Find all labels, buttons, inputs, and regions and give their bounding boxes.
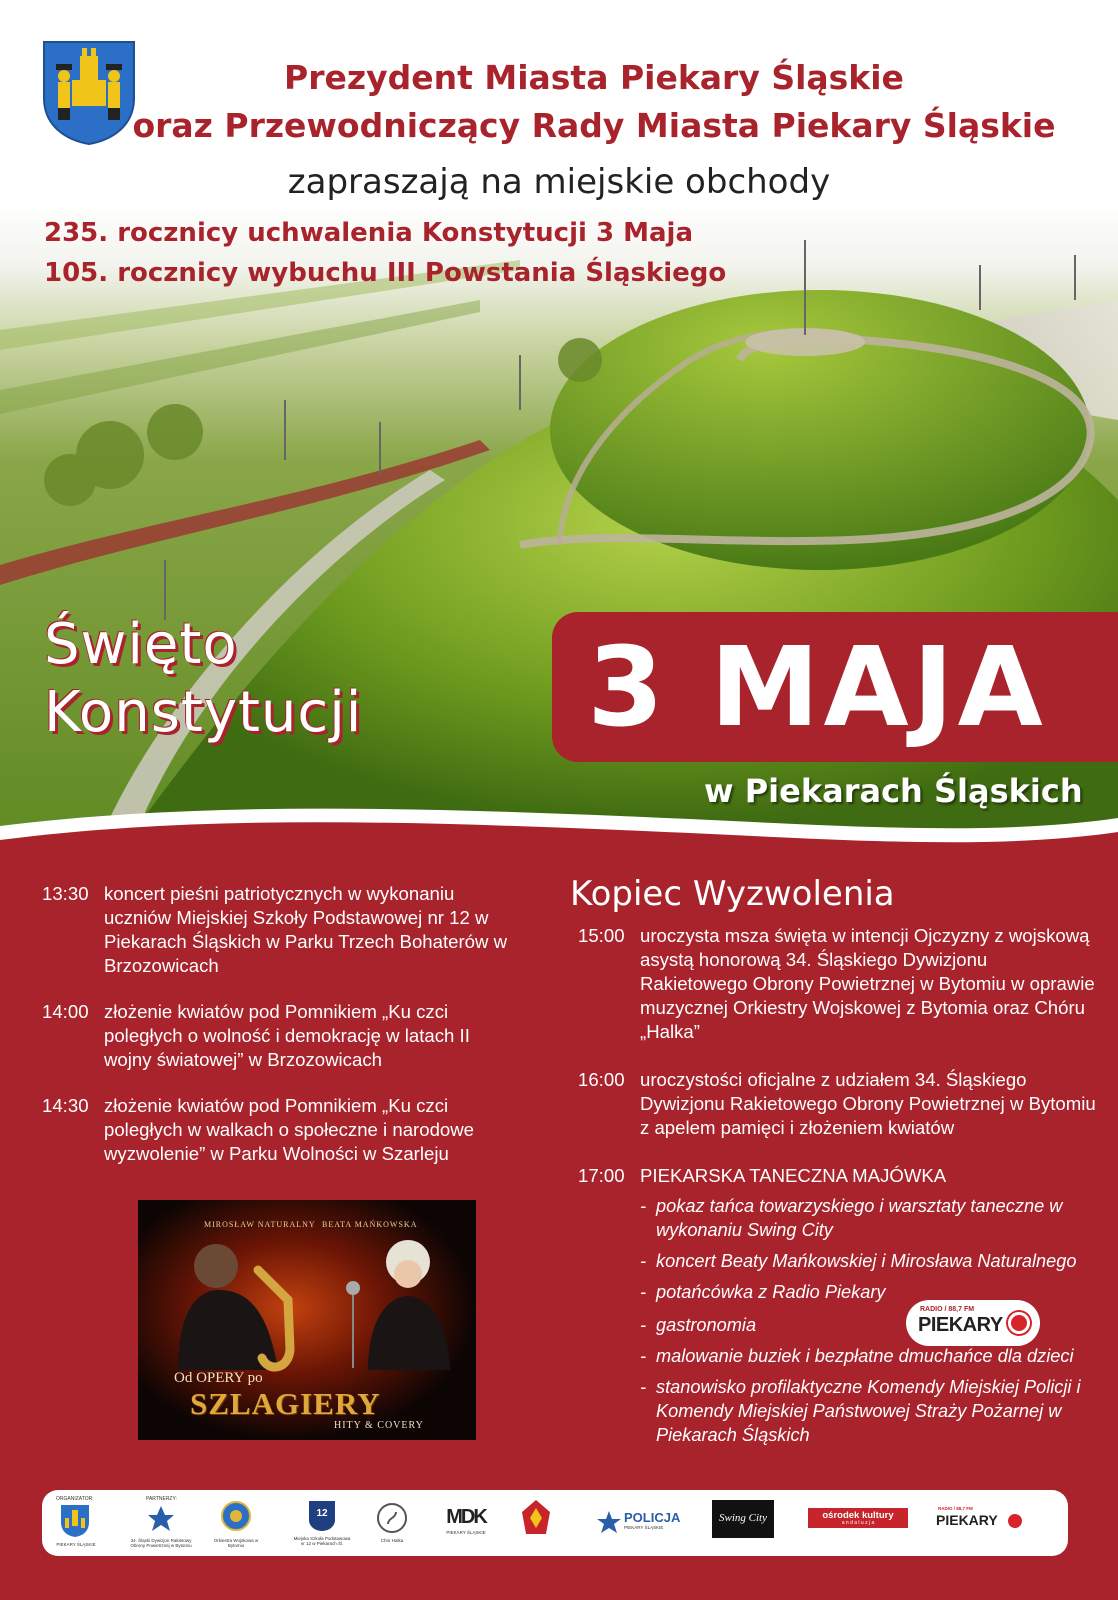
- date-text: 3 MAJA: [587, 623, 1047, 751]
- partner-caption: Chór Halka: [380, 1538, 404, 1543]
- list-item: [640, 1249, 1098, 1273]
- list-item-text: malowanie buziek i bezpłatne dmuchańce dla dzieci: [656, 1346, 1074, 1366]
- partners-footer: [42, 1490, 1068, 1556]
- concert-od: Od OPERY po: [174, 1370, 263, 1386]
- header-line-1: Prezydent Miasta Piekary Śląskie: [284, 58, 904, 97]
- date-banner: [552, 612, 1118, 762]
- fire-brigade-icon: [520, 1498, 552, 1538]
- radio-name: PIEKARY: [918, 1314, 1003, 1336]
- artist-2: BEATA MAŃKOWSKA: [322, 1220, 418, 1229]
- list-item: [640, 1194, 1098, 1242]
- partner-caption: Orkiestra Wojskowa w Bytomiu: [213, 1538, 259, 1548]
- program-time: 13:30: [42, 883, 89, 904]
- place-title: Kopiec Wyzwolenia: [570, 874, 895, 914]
- list-item-text: pokaz tańca towarzyskiego i warsztaty taneczne w wykonaniu Swing City: [656, 1196, 1063, 1240]
- program-item: [42, 882, 512, 978]
- program-item: [42, 1094, 512, 1166]
- list-item: [640, 1344, 1098, 1368]
- program-description: uroczystości oficjalne z udziałem 34. Śląskiego Dywizjonu Rakietowego Obrony Powietrznej w Bytomiu z apelem pamięci i złożeniem kwiatów: [640, 1069, 1096, 1138]
- city-subtitle: w Piekarach Śląskich: [704, 772, 1083, 810]
- list-item: [640, 1375, 1098, 1447]
- radio-frequency: RADIO / 88,7 FM: [920, 1306, 975, 1313]
- list-item-text: stanowisko profilaktyczne Komendy Miejskiej Policji i Komendy Miejskiej Państwowej Straży Pożarnej w Piekarach Śląskich: [656, 1377, 1081, 1445]
- bullet-dash: -: [640, 1282, 647, 1302]
- artist-1: MIROSŁAW NATURALNY: [204, 1220, 316, 1229]
- program-item-majowka: [578, 1164, 1098, 1188]
- bullet-dash: -: [640, 1346, 647, 1366]
- bullet-dash: -: [640, 1377, 647, 1397]
- partner-caption: Swing City: [719, 1512, 767, 1524]
- policja-logo: POLICJA: [624, 1510, 681, 1525]
- organizer-label: ORGANIZATOR:: [56, 1496, 94, 1502]
- organizer-caption: PIEKARY ŚLĄSKIE: [56, 1542, 96, 1547]
- partner-caption: 34. Śląski Dywizjon Rakietowy Obrony Powietrznej w Bytomiu: [130, 1538, 192, 1548]
- partner-caption: PIEKARY ŚLĄSKIE: [446, 1530, 486, 1535]
- osrodek-kultury-logo: [808, 1508, 908, 1528]
- concert-poster: [138, 1200, 476, 1440]
- program-right: [570, 874, 1098, 1454]
- program-time: 14:30: [42, 1095, 89, 1116]
- partners-label: PARTNERZY:: [146, 1496, 177, 1502]
- list-item: [640, 1280, 1098, 1304]
- title-konstytucji: Konstytucji: [44, 680, 363, 745]
- osrodek-name: ośrodek kultury: [822, 1510, 894, 1521]
- header: [0, 0, 1118, 300]
- program-left: [42, 882, 512, 1188]
- majowka-title: PIEKARSKA TANECZNA MAJÓWKA: [640, 1165, 947, 1186]
- anniversary-constitution: 235. rocznicy uchwalenia Konstytucji 3 Maja: [44, 218, 693, 248]
- partner-caption: PIEKARY ŚLĄSKIE: [624, 1525, 664, 1530]
- program-description: złożenie kwiatów pod Pomnikiem „Ku czci poległych o wolność i demokrację w latach II wojny światowej” w Brzozowicach: [104, 1001, 470, 1070]
- partner-caption: Miejska Szkoła Podstawowa nr 12 w Piekarach Śl.: [293, 1536, 351, 1546]
- bullet-dash: -: [640, 1315, 647, 1335]
- radio-circle-icon: [1008, 1514, 1022, 1528]
- police-star-icon: [596, 1510, 622, 1536]
- radio-circle-icon: [1008, 1312, 1030, 1334]
- title-swieto: Święto: [44, 612, 238, 677]
- list-item-text: koncert Beaty Mańkowskiej i Mirosława Naturalnego: [656, 1251, 1077, 1271]
- bullet-dash: -: [640, 1251, 647, 1271]
- program-item: [578, 1068, 1098, 1140]
- choir-halka-icon: [376, 1502, 408, 1534]
- bullet-dash: -: [640, 1196, 647, 1216]
- radio-piekary-logo: [906, 1300, 1040, 1346]
- program-time: 14:00: [42, 1001, 89, 1022]
- anniversary-uprising: 105. rocznicy wybuchu III Powstania Śląskiego: [44, 258, 727, 288]
- city-crest-icon: [60, 1504, 90, 1538]
- school-12-number: 12: [316, 1508, 328, 1519]
- list-item-text: gastronomia: [656, 1315, 757, 1335]
- air-defense-unit-icon: [146, 1504, 176, 1534]
- list-item-text: potańcówka z Radio Piekary: [656, 1282, 886, 1302]
- mdk-logo: MDK: [446, 1506, 486, 1528]
- concert-title: SZLAGIERY: [190, 1386, 381, 1421]
- radio-piekary-name: PIEKARY: [936, 1512, 998, 1528]
- program-item: [578, 924, 1098, 1044]
- swing-city-logo: [712, 1500, 774, 1538]
- program-time: 15:00: [578, 925, 625, 946]
- program-description: uroczysta msza święta w intencji Ojczyzny z wojskową asystą honorową 34. Śląskiego Dywizjonu Rakietowego Obrony Powietrznej w Bytomiu w oprawie muzycznej Orkiestry Wojskowej z Bytomia oraz Chóru „Halka”: [640, 925, 1095, 1042]
- program-description: złożenie kwiatów pod Pomnikiem „Ku czci poległych w walkach o społeczne i narodowe wyzwolenie” w Parku Wolności w Szarleju: [104, 1095, 475, 1164]
- military-orchestra-icon: [220, 1500, 252, 1532]
- program-description: koncert pieśni patriotycznych w wykonaniu uczniów Miejskiej Szkoły Podstawowej nr 12 w Piekarach Śląskich w Parku Trzech Bohaterów w Brzozowicach: [104, 883, 508, 976]
- concert-subtitle: HITY & COVERY: [334, 1420, 424, 1431]
- radio-frequency: RADIO / 88,7 FM: [938, 1506, 973, 1511]
- program-time: 17:00: [578, 1165, 625, 1186]
- program-item: [42, 1000, 512, 1072]
- program-time: 16:00: [578, 1069, 625, 1090]
- invitation-line: zapraszają na miejskie obchody: [287, 162, 831, 202]
- header-line-2: oraz Przewodniczący Rady Miasta Piekary Śląskie: [132, 106, 1056, 145]
- osrodek-sub: a n d a l u z j a: [841, 1520, 875, 1526]
